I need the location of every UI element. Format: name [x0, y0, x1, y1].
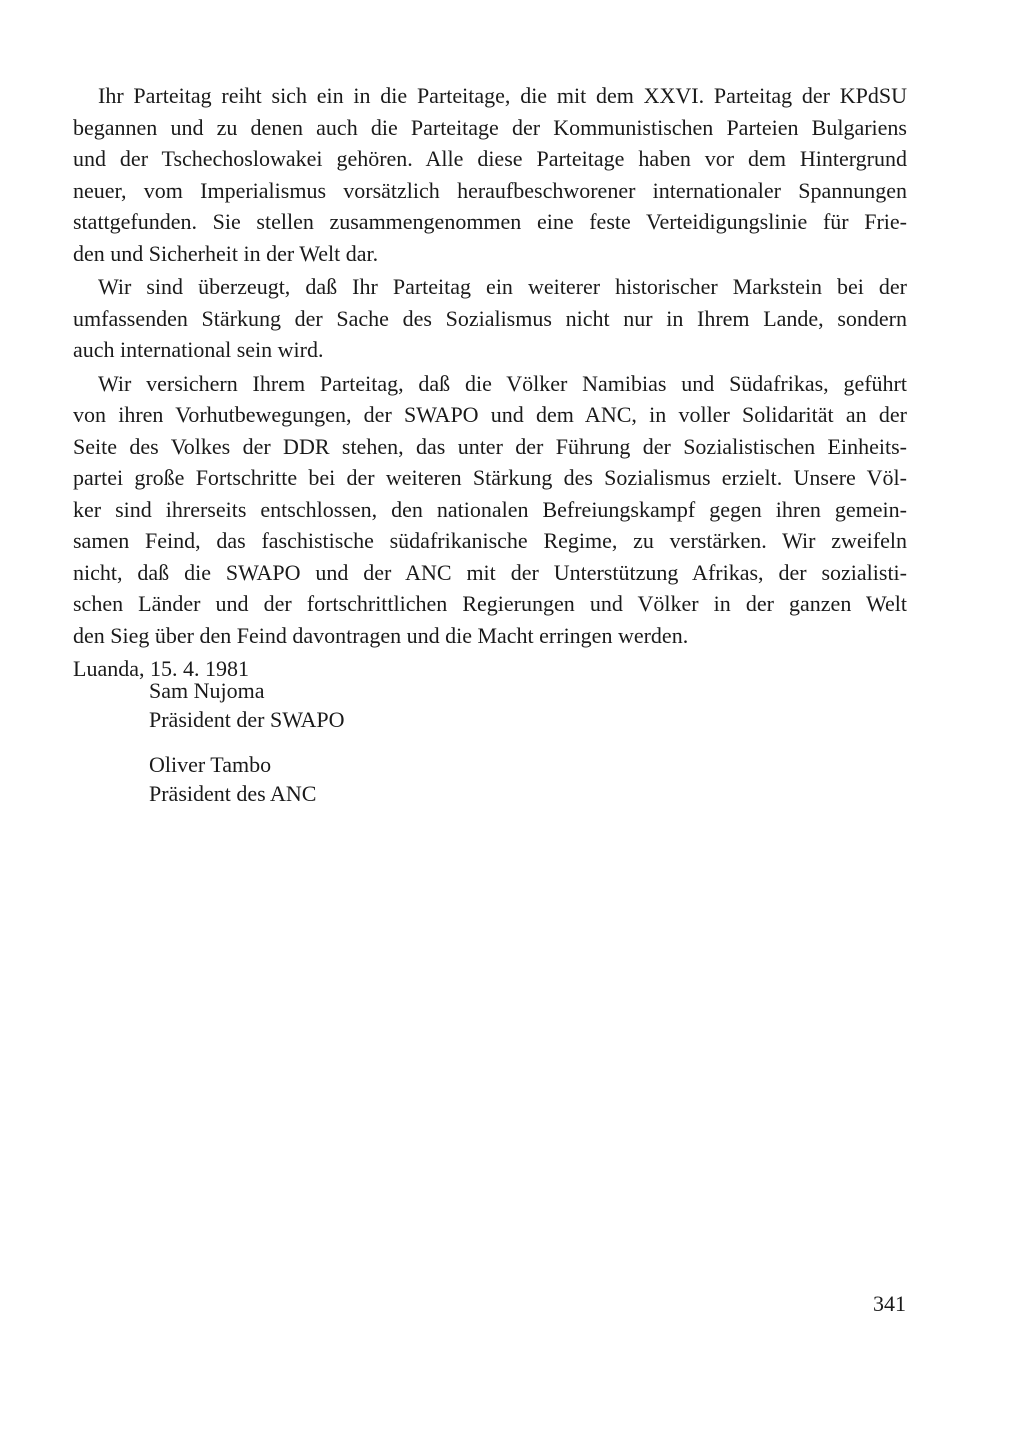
- text-line: den Sieg über den Feind davontragen und die Macht erringen werden.: [73, 622, 689, 648]
- text-line: umfassenden Stärkung der Sache des Sozialismus nicht nur in Ihrem Lande, sondern: [73, 305, 907, 331]
- dateline: Luanda, 15. 4. 1981: [73, 656, 249, 681]
- signature-section: [149, 676, 345, 824]
- text-line: samen Feind, das faschistische südafrikanische Regime, zu verstärken. Wir zweifeln: [73, 528, 907, 553]
- text-line: auch international sein wird.: [73, 337, 324, 362]
- text-line: Ihr Parteitag reiht sich ein in die Parteitage, die mit dem XXVI. Parteitag der KPdSU: [98, 83, 907, 108]
- letter-body: [73, 80, 907, 685]
- text-line: schen Länder und der fortschrittlichen Regierungen und Völker in der ganzen Welt: [73, 591, 907, 616]
- text-line: begannen und zu denen auch die Parteitage der Kommunistischen Parteien Bulgariens: [73, 114, 907, 140]
- signature-block: [149, 676, 345, 734]
- signatory-name: Oliver Tambo: [149, 752, 272, 777]
- text-line: partei große Fortschritte bei der weiteren Stärkung des Sozialismus erzielt. Unsere Völ-: [73, 465, 907, 490]
- text-line: Wir sind überzeugt, daß Ihr Parteitag ein weiterer historischer Markstein bei der: [98, 274, 907, 299]
- text-line: Wir versichern Ihrem Parteitag, daß die Völker Namibias und Südafrikas, geführt: [98, 370, 907, 396]
- signatory-title: Präsident der SWAPO: [149, 707, 345, 732]
- text-line: ker sind ihrerseits entschlossen, den nationalen Befreiungskampf gegen ihren gemein-: [73, 496, 907, 522]
- signatory-name: Sam Nujoma: [149, 678, 265, 703]
- signature-block: [149, 750, 345, 808]
- text-line: von ihren Vorhutbewegungen, der SWAPO und dem ANC, in voller Solidarität an der: [73, 402, 907, 427]
- page-number: 341: [873, 1291, 906, 1316]
- text-line: neuer, vom Imperialismus vorsätzlich heraufbeschworener internationaler Spannungen: [73, 177, 907, 203]
- signatory-title: Präsident des ANC: [149, 781, 317, 806]
- text-line: Seite des Volkes der DDR stehen, das unter der Führung der Sozialistischen Einheits-: [73, 433, 907, 459]
- text-line: den und Sicherheit in der Welt dar.: [73, 240, 379, 266]
- text-line: und der Tschechoslowakei gehören. Alle diese Parteitage haben vor dem Hintergrund: [73, 146, 907, 171]
- paragraph-solidarity: [73, 368, 907, 652]
- text-line: stattgefunden. Sie stellen zusammengenommen eine feste Verteidigungslinie für Frie-: [73, 209, 907, 234]
- paragraph-conviction: [73, 271, 907, 366]
- paragraph-party-congress: [73, 80, 907, 269]
- text-line: nicht, daß die SWAPO und der ANC mit der Unterstützung Afrikas, der sozialisti-: [73, 559, 907, 585]
